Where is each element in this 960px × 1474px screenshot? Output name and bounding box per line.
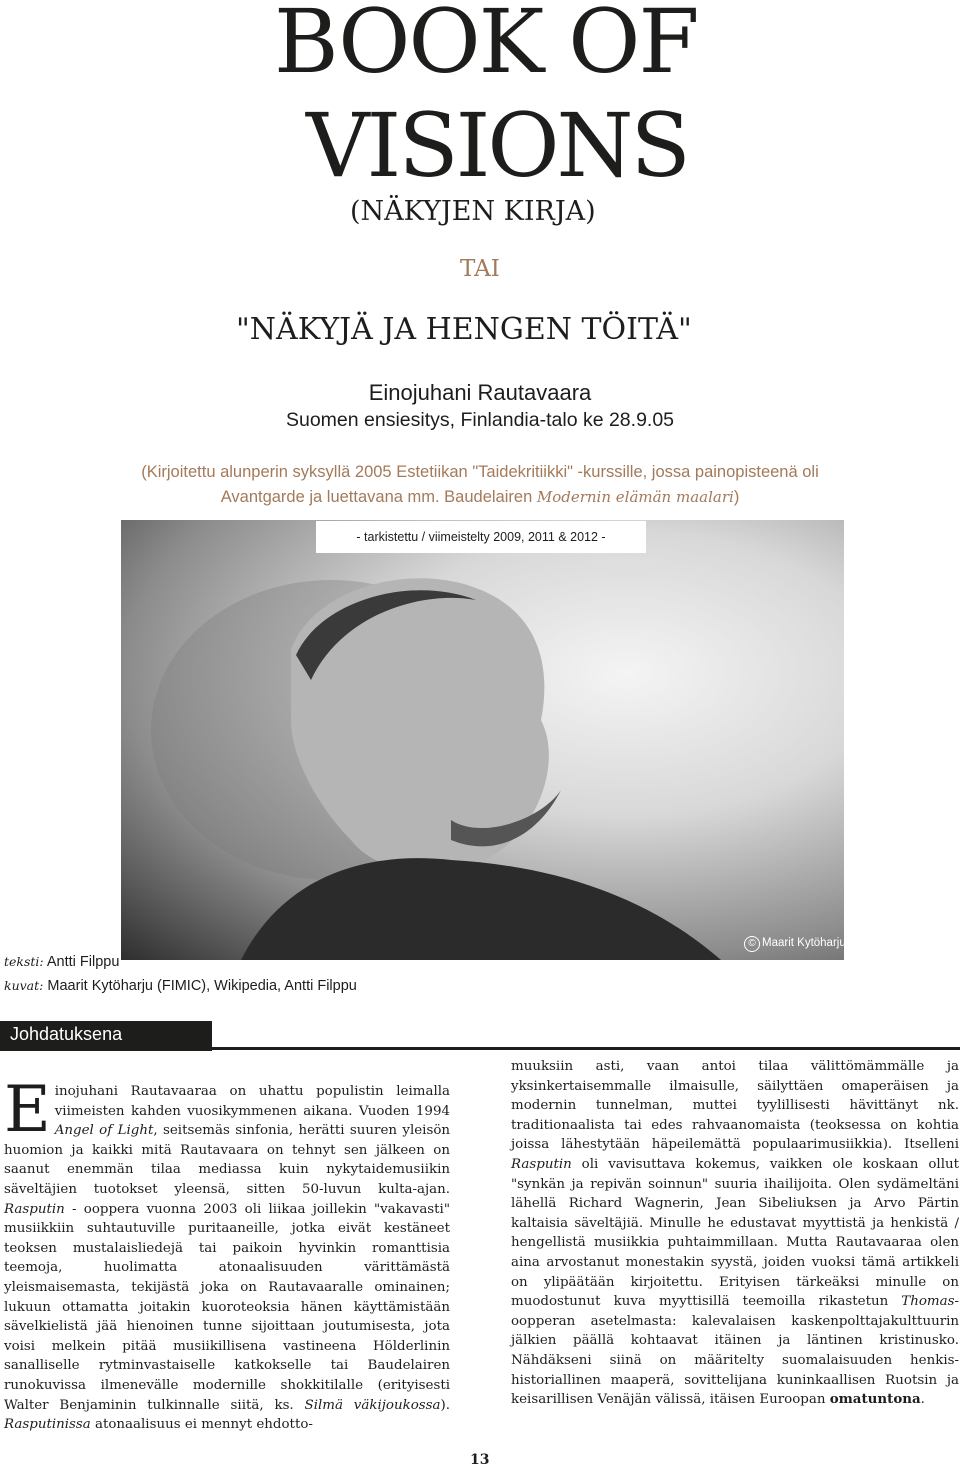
text-credit-label: teksti: <box>4 954 44 969</box>
portrait-photo <box>121 520 844 960</box>
work-title: Rasputin <box>511 1156 572 1172</box>
image-credit <box>4 974 357 998</box>
or-label: TAI <box>460 256 500 282</box>
body-column-right <box>511 1057 959 1410</box>
work-title: Rasputin <box>4 1201 65 1217</box>
copyright-icon: © <box>744 936 760 952</box>
body-text: atonaalisuus ei mennyt ehdotto- <box>90 1417 313 1433</box>
work-title: Angel of Light <box>54 1123 154 1139</box>
image-credit-label: kuvat: <box>4 978 44 993</box>
origin-note-text: (Kirjoitettu alunperin syksyllä 2005 Estetiikan "Taidekritiikki" -kurssille, jossa painopisteenä oli Avantgarde ja luettavana mm. Baudelairen <box>141 463 819 506</box>
photo-credit <box>744 936 846 952</box>
body-text: , seitsemäs sinfonia, herätti suuren yleisön huomion ja kaikki mitä Rautavaara on tehnyt sen jälkeen on saanut enemmän tilaa mediassa kuin nykytaidemusiikin säveltäjien tuotokset yleensä, sitten 50-luvun kulta-ajan. <box>4 1123 451 1197</box>
alt-title: "NÄKYJÄ JA HENGEN TÖITÄ" <box>236 312 692 347</box>
body-text: ). <box>440 1397 450 1413</box>
work-title: Thomas <box>901 1294 955 1310</box>
composer-name: Einojuhani Rautavaara <box>368 380 592 405</box>
section-heading: Johdatuksena <box>10 1024 123 1044</box>
origin-note-italic: Modernin elämän maalari <box>536 488 734 506</box>
section-rule <box>212 1047 960 1050</box>
body-column-left <box>4 1073 451 1435</box>
portrait-silhouette <box>121 520 844 960</box>
emphasis-text: omatuntona <box>829 1391 921 1408</box>
subtitle: (NÄKYJEN KIRJA) <box>350 196 596 227</box>
body-text: . <box>920 1392 925 1408</box>
photo-credit-name: Maarit Kytöharju <box>762 937 846 949</box>
body-paragraph <box>511 1057 959 1410</box>
origin-note-end: ) <box>733 488 740 506</box>
revision-note: - tarkistettu / viimeistelty 2009, 2011 & 2012 - <box>316 521 646 553</box>
body-text: - ooppera vuonna 2003 oli liikaa joillekin "vakavasti" musiikkiin suhtautuville puritaaneille, jotka eivät kestäneet teoksen mustalaisliedejä tai paikoin hyvinkin romanttisia teemoja, huolimatta atonaalisuuden värittämästä yleismaisemasta, tekijästä joka on Rautavaaralle ominainen; lukuun ottamatta joitakin kuoroteoksia hänen käyttämistään sävelkielistä jää hienoinen tunne sijoittaan joutumisesta, jota voisi melkein pitää musiikillisena vastineena Hölderlinin sanalliselle rytminvastaiselle katkokselle tai Baudelairen runokuvissa ilmenevälle modernille shokkitilalle (erityisesti Walter Benjaminin tulkinnalle siitä, ks. <box>4 1201 450 1413</box>
title-line-1: BOOK OF <box>274 0 698 93</box>
drop-cap: E <box>4 1073 51 1147</box>
origin-note <box>120 460 840 510</box>
image-credit-value: Maarit Kytöharju (FIMIC), Wikipedia, Antti Filppu <box>47 978 357 994</box>
premiere-info: Suomen ensiesitys, Finlandia-talo ke 28.9.05 <box>285 409 675 431</box>
body-paragraph <box>4 1073 451 1435</box>
work-title: Rasputinissa <box>4 1417 91 1433</box>
text-credit <box>4 950 357 974</box>
body-text: oli vavisuttava kokemus, vaikken ole koskaan ollut "synkän ja repivän soinnun" suuria ihailijoita. Olen sydämeltäni lähellä Richard Wagnerin, Jean Sibeliuksen ja Arvo Pärtin kaltaisia säveltäjiä. Minulle he edustavat myyttistä ja henkistä / hengellistä musiikkia puhtaimmillaan. Mutta Rautavaaraa olen aina arvostanut monestakin syystä, joiden vuoksi tämä artikkeli on ylipäätään kirjoitettu. Erityisen tärkeäksi minulle on muodostunut kuva myyttisillä teemoilla rikastetun <box>511 1156 959 1310</box>
article-credits <box>4 950 357 998</box>
body-text: muuksiin asti, vaan antoi tilaa välittömämmälle ja yksinkertaisemmalle ilmaisulle, säilyttäen omaperäisen ja modernin tunnelman, muttei tyylillisesti hävittänyt nk. traditionaalista tai edes rahvaanomaista (teoksessa on kohtia joissa lähestytään häpeilemättä populaarimusiikkia). Itselleni <box>511 1059 959 1153</box>
page-number: 13 <box>470 1452 490 1468</box>
title-line-2: VISIONS <box>306 94 688 197</box>
text-credit-value: Antti Filppu <box>46 954 120 970</box>
work-title: Silmä väkijoukossa <box>304 1397 441 1413</box>
body-text: inojuhani Rautavaaraa on uhattu populistin leimalla viimeisten kahden vuosikymmenen aikana. Vuoden 1994 <box>54 1084 450 1119</box>
body-text: -oopperan asetelmasta: kalevalaisen kaskenpolttajakulttuurin jälkien päällä kohtaavat itäinen ja läntinen kristinusko. Nähdäkseni siinä on määritelty suomalaisuuden henkis-historiallinen maaperä, sovittelijana kuninkaallisen Ruotsin ja keisarillisen Venäjän välissä, itäisen Euroopan <box>511 1294 959 1408</box>
